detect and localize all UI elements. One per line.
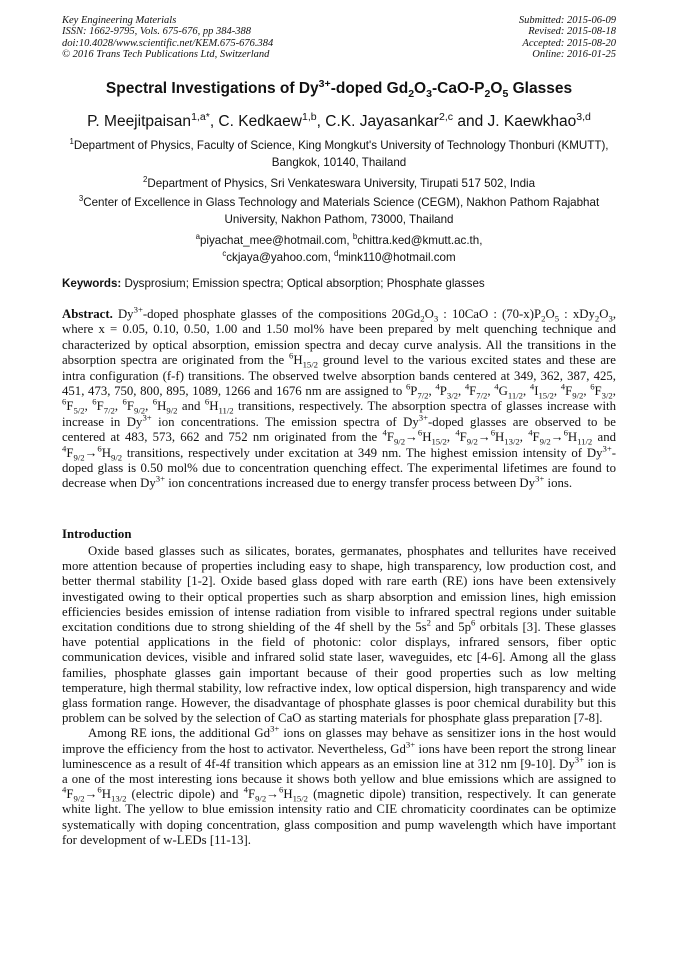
introduction-paragraph-1: Oxide based glasses such as silicates, borates, germanates, phosphates and tellurites have received more attention because of properties including easy to shape, high transparency, low production cost, and better thermal stability [1-2]. Oxide based glass doped with rare earth (RE) ions have been extensively investigated owing to their optical properties such as sharp absorption and emission lines, high emission efficiencies besides emission of intense radiation from visible to infrared spectral regions under suitable excitation conditions due to strong shielding of the 4f shell by the $5s^2$ and $5p^6$ orbitals [3]. These glasses have potential applications in the field of photonic: color displays, infrared sensors, fiber optic communication devices, visible and infrared solid state laser, waveguides, etc [4-6]. Among all the glass families, phosphate glasses gain important because of their good properties such as low melting temperature, high thermal stability, low refractive index, low optical dispersion, high transparency and wide glass formation range. However, the disadvantage of phosphate glasses is poor chemical durability but this problem can be solved by the selection of CaO as starting materials for phosphate glass preparation [7-8]. xyxy=(62,544,616,726)
introduction-paragraph-2: Among RE ions, the additional $Gd^{3+}$ ions on glasses may behave as sensitizer ions in the host would improve the efficiency from the host to activator. Nevertheless, $Gd^{3+}$ ions have been report the strong linear luminescence as a result of 4f-4f transition which appears as an emission line at 312 nm [9-10]. $Dy^{3+}$ ion is a one of the most interesting ions because it shows both yellow and blue emissions which are assigned to $^4F_{9/2}\to^6H_{13/2}$ (electric dipole) and $^4F_{9/2}\to^6H_{15/2}$ (magnetic dipole) transition, respectively. It can generate white light. The yellow to blue emission intensity ratio and CIE chromaticity coordinates can be optimize systematically with doping concentration, glass composition and pump wavelength which have important for development of w-LEDs [11-13]. xyxy=(62,724,616,847)
submitted-date: Submitted: 2015-06-09 xyxy=(518,15,616,26)
doi: doi:10.4028/www.scientific.net/KEM.675-676.384 xyxy=(62,37,274,49)
affiliation-3: $^3$Center of Excellence in Glass Technology and Materials Science (CEGM), Nakhon Pathom Rajabhat University, Nakhon Pathom, 73000, Thailand xyxy=(78,194,600,226)
journal-header xyxy=(62,15,273,60)
dates-header xyxy=(519,15,616,60)
copyright: © 2016 Trans Tech Publications Ltd, Switzerland xyxy=(62,48,270,60)
keywords: Keywords: Dysprosium; Emission spectra; Optical absorption; Phosphate glasses xyxy=(62,277,485,290)
revised-date: Revised: 2015-08-18 xyxy=(528,26,616,38)
online-date: Online: 2016-01-25 xyxy=(532,48,616,60)
journal-name: Key Engineering Materials xyxy=(62,15,177,26)
abstract: Abstract. $Dy^{3+}$-doped phosphate glasses of the compositions $20Gd_2O_3$ : 10CaO : $(70-x)P_2O_5$ : $xDy_2O_3$, where x = 0.05, 0.10, 0.50, 1.00 and 1.50 mol% have been prepared by melt quenching technique and characterized by optical absorption, emission spectra and decay curve analysis. All the transitions in the absorption spectra are originated from the $^6H_{15/2}$ ground level to the various excited states and these are intra configuration (f-f) transitions. The observed twelve absorption bands centered at 349, 362, 387, 425, 451, 473, 750, 800, 895, 1089, 1266 and 1676 nm are assigned to $^6P_{7/2}$, $^4P_{3/2}$, $^4F_{7/2}$, $^4G_{11/2}$, $^4I_{15/2}$, $^4F_{9/2}$, $^6F_{3/2}$, $^6F_{5/2}$, $^6F_{7/2}$, $^6F_{9/2}$, $^6H_{9/2}$ and $^6H_{11/2}$ transitions, respectively. The absorption spectra of glasses increase with increase in $Dy^{3+}$ ion concentrations. The emission spectra of $Dy^{3+}$-doped glasses are observed to be centered at 483, 573, 662 and 752 nm originated from the $^4F_{9/2}\to^6H_{15/2}$, $^4F_{9/2}\to^6H_{13/2}$, $^4F_{9/2}\to^6H_{11/2}$ and $^4F_{9/2}\to^6H_{9/2}$ transitions, respectively under excitation at 349 nm. The highest emission intensity of $Dy^{3+}$-doped glass is 0.50 mol% due to concentration quenching effect. The experimental lifetimes are found to decrease when $Dy^{3+}$ ion concentrations increased due to energy transfer process between $Dy^{3+}$ ions. xyxy=(62,304,617,491)
introduction-body xyxy=(62,544,616,848)
paper-title: Spectral Investigations of $Dy^{3+}$-doped $Gd_2O_3-CaO-P_2O_5$ Glasses xyxy=(105,77,573,101)
affiliation-2: $^2$Department of Physics, Sri Venkateswara University, Tirupati 517 502, India xyxy=(142,175,536,190)
issn: ISSN: 1662-9795, Vols. 675-676, pp 384-388 xyxy=(62,26,251,38)
affiliation-1: $^1$Department of Physics, Faculty of Science, King Mongkut's University of Technology Thonburi (KMUTT), Bangkok, 10140, Thailand xyxy=(69,137,609,169)
author-emails: $^a$piyachat_mee@hotmail.com, $^b$chittra.ked@kmutt.ac.th, $^c$ckjaya@yahoo.com, $^d$mink110@hotmail.com xyxy=(195,232,483,264)
accepted-date: Accepted: 2015-08-20 xyxy=(522,37,616,49)
introduction-heading: Introduction xyxy=(62,527,132,541)
author-list: P. Meejitpaisan$^{1,a*}$, C. Kedkaew$^{1,b}$, C.K. Jayasankar$^{2,c}$ and J. Kaewkhao$^{3,d}$ xyxy=(87,110,591,130)
